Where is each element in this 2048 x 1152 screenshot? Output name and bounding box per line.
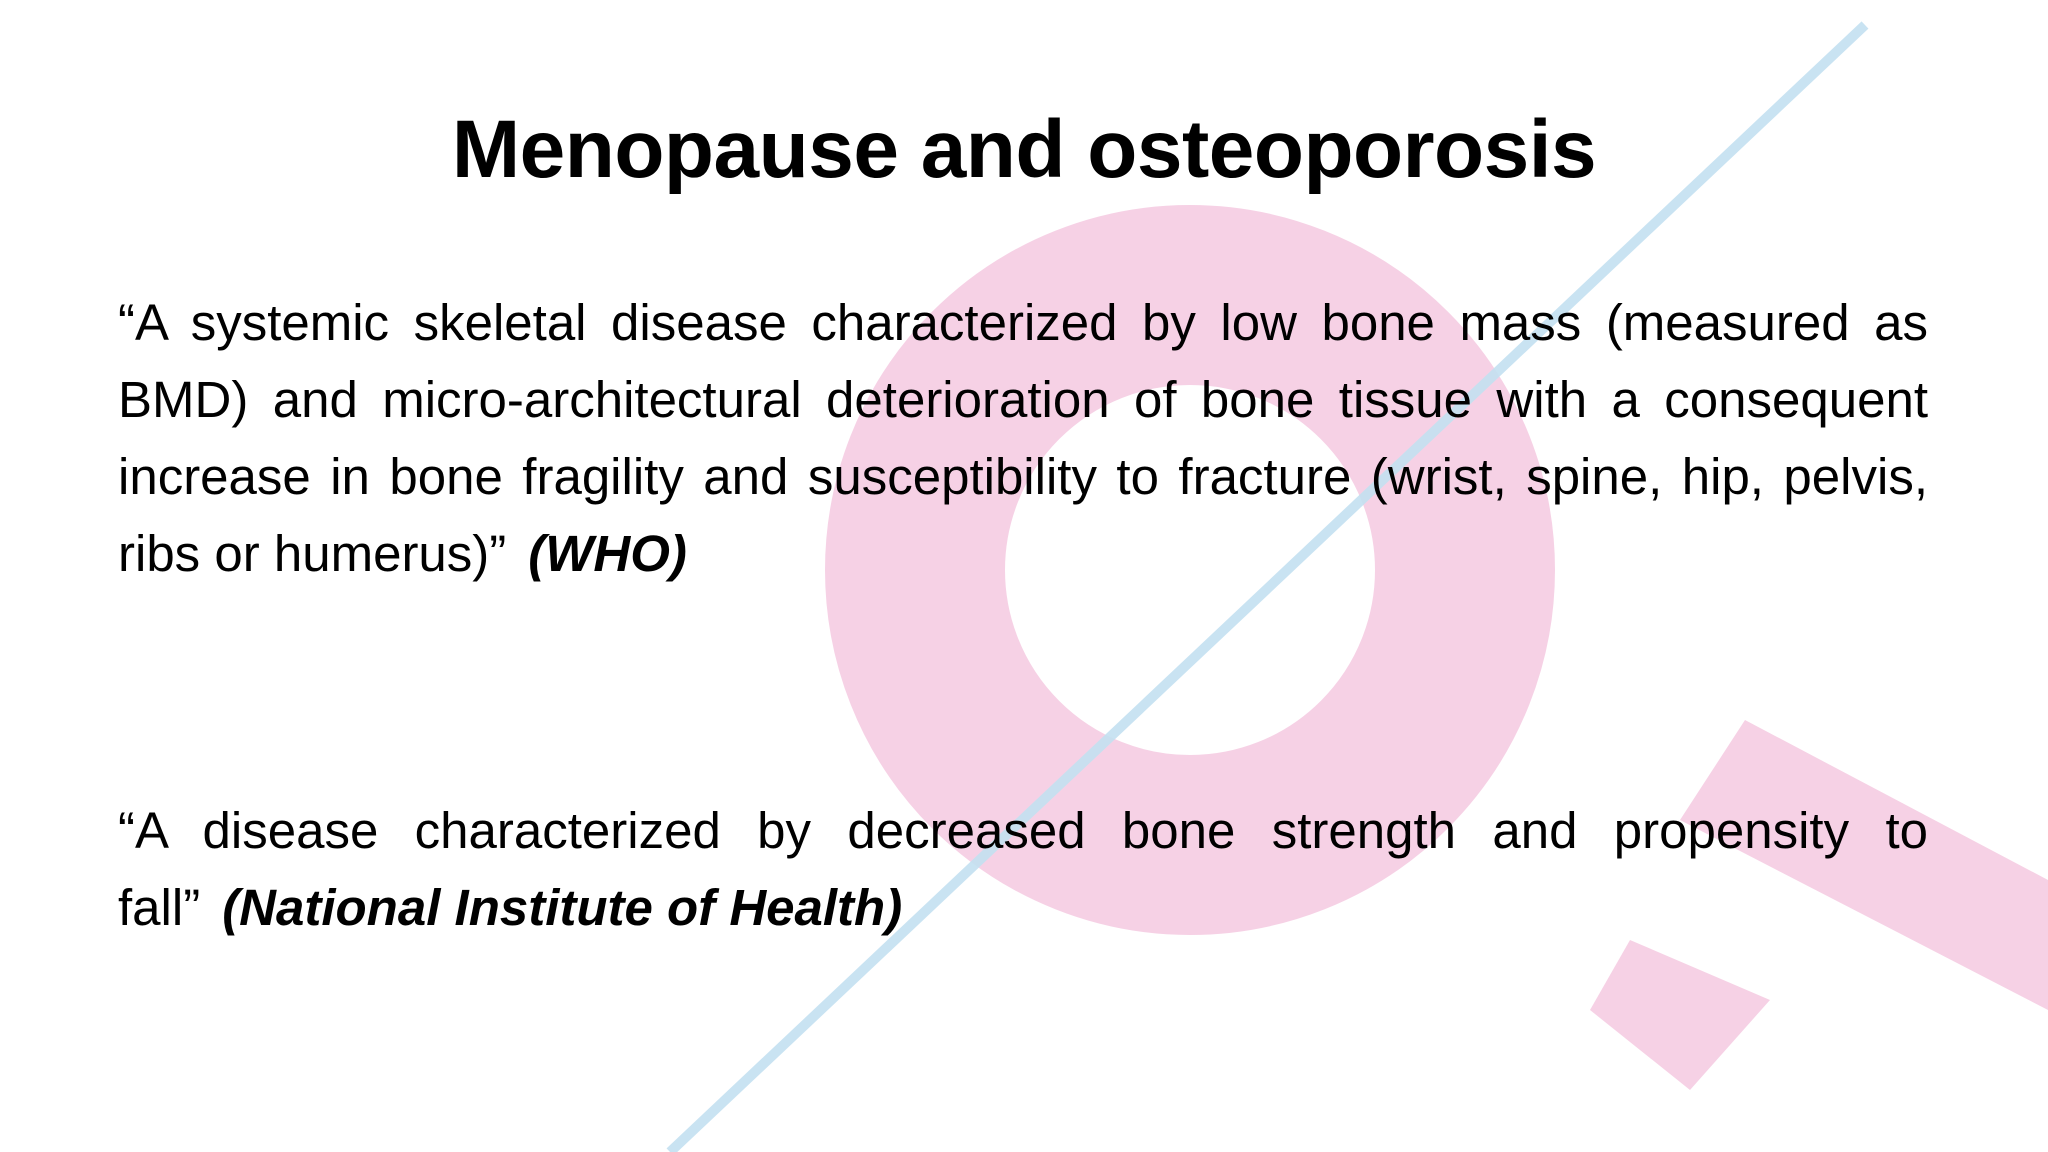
definition-who-source: (WHO) xyxy=(528,525,687,582)
definition-nih xyxy=(118,792,1928,946)
definition-who-quote: “A systemic skeletal disease characterized by low bone mass (measured as BMD) and micro-architectural deterioration of bone tissue with a consequent increase in bone fragility and susceptibility to fracture (wrist, spine, hip, pelvis, ribs or humerus)” xyxy=(118,294,1928,582)
definition-who xyxy=(118,284,1928,592)
definition-nih-quote: “A disease characterized by decreased bone strength and propensity to fall” xyxy=(118,802,1928,936)
slide-title: Menopause and osteoporosis xyxy=(451,104,1597,195)
definition-nih-source: (National Institute of Health) xyxy=(222,879,903,936)
